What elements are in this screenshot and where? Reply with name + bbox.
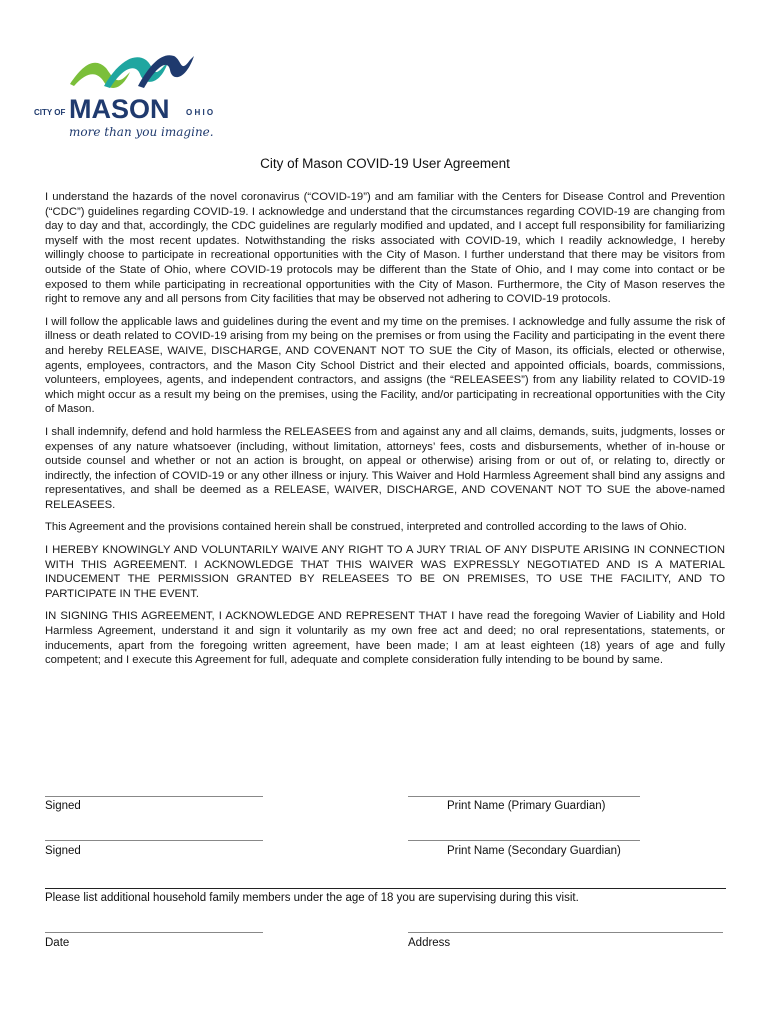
paragraph-covid-hazards: I understand the hazards of the novel coronavirus (“COVID-19”) and am familiar with the Centers for Disease Control and Prevention (“CDC”) guidelines regarding COVID-19. I acknowledge and understand that the circumstances regarding COVID-19 are changing from day to day and that, accordingly, the CDC guidelines are regularly modified and updated, and I accept full responsibility for familiarizing myself with the most recent updates. Notwithstanding the risks associated with COVID-19, which I readily acknowledge, I hereby willingly choose to participate in recreational opportunities with the City of Mason. I further understand that there may be visitors from outside of the State of Ohio, where COVID-19 protocols may be different than the State of Ohio, and I may come into contact or be exposed to them while participating in recreational opportunities with the City of Mason. Furthermore, the City of Mason reserves the right to remove any and all persons from City facilities that may be observed not adhering to COVID-19 protocols. xyxy=(45,191,725,306)
signature-line-1[interactable] xyxy=(45,796,263,797)
signature-line-2[interactable] xyxy=(45,840,263,841)
primary-guardian-name-line[interactable] xyxy=(408,796,640,797)
page-title: City of Mason COVID-19 User Agreement xyxy=(260,156,510,171)
paragraph-governing-law: This Agreement and the provisions contained herein shall be construed, interpreted and controlled according to the laws of Ohio. xyxy=(45,521,687,534)
agreement-body xyxy=(45,190,725,676)
logo-ohio-text: O H I O xyxy=(186,108,214,117)
address-line[interactable] xyxy=(408,932,723,933)
primary-guardian-label: Print Name (Primary Guardian) xyxy=(447,800,606,812)
mason-wave-logo-icon xyxy=(34,46,234,146)
secondary-guardian-label: Print Name (Secondary Guardian) xyxy=(447,845,621,857)
city-of-mason-logo xyxy=(34,46,234,146)
secondary-guardian-name-line[interactable] xyxy=(408,840,640,841)
signed-label-2: Signed xyxy=(45,845,81,857)
date-label: Date xyxy=(45,937,70,949)
paragraph-acknowledgement: IN SIGNING THIS AGREEMENT, I ACKNOWLEDGE AND REPRESENT THAT I have read the foregoing Wavier of Liability and Hold Harmless Agreement, understand it and sign it voluntarily as my own free act and deed; no oral representations, statements, or inducements, apart from the foregoing written agreement, have been made; I am at least eighteen (18) years of age and fully competent; and I execute this Agreement for full, adequate and complete consideration fully intending to be bound by same. xyxy=(45,610,725,667)
logo-mason-text: MASON xyxy=(69,94,170,124)
section-divider xyxy=(45,888,726,889)
logo-tagline-text: more than you imagine. xyxy=(69,125,214,139)
paragraph-indemnify: I shall indemnify, defend and hold harmless the RELEASEES from and against any and all claims, demands, suits, judgments, losses or expenses of any nature whatsoever (including, without limitation, attorneys’ fees, costs and disbursements, whether of in-house or outside counsel and whether or not an action is brought, on appeal or otherwise) arising from or out of, or relating to, directly or indirectly, the infection of COVID-19 or any other illness or injury. This Waiver and Hold Harmless Agreement shall bind any assigns and representatives, and shall be deemed as a RELEASE, WAIVER, DISCHARGE, AND COVENANT NOT TO SUE the above-named RELEASEES. xyxy=(45,425,725,511)
logo-city-of-text: CITY OF xyxy=(34,108,66,117)
household-members-note: Please list additional household family members under the age of 18 you are supervising during this visit. xyxy=(45,892,579,904)
paragraph-jury-waiver: I HEREBY KNOWINGLY AND VOLUNTARILY WAIVE ANY RIGHT TO A JURY TRIAL OF ANY DISPUTE ARISING IN CONNECTION WITH THIS AGREEMENT. I ACKNOWLEDGE THAT THIS WAIVER WAS EXPRESSLY NEGOTIATED AND IS A MATERIAL INDUCEMENT THE PERMISSION GRANTED BY RELEASEES TO BE ON PREMISES, TO USE THE FACILITY, AND TO PARTICIPATE IN THE EVENT. xyxy=(45,544,725,600)
paragraph-release: I will follow the applicable laws and guidelines during the event and my time on the premises. I acknowledge and fully assume the risk of illness or death related to COVID-19 arising from my being on the premises or from using the Facility and participating in the event there and hereby RELEASE, WAIVE, DISCHARGE, AND COVENANT NOT TO SUE the City of Mason, its officials, elected or otherwise, agents, employees, contractors, and the Mason City School District and their elected and appointed officials, boards, commissions, volunteers, employees, agents, and independent contractors, and assigns (the “RELEASEES”) from any liability related to COVID-19 which might occur as a result my being on the premises, using the Facility, and/or participating in recreational opportunities with the City of Mason. xyxy=(45,315,725,416)
signed-label-1: Signed xyxy=(45,800,81,812)
date-line[interactable] xyxy=(45,932,263,933)
address-label: Address xyxy=(408,937,451,949)
